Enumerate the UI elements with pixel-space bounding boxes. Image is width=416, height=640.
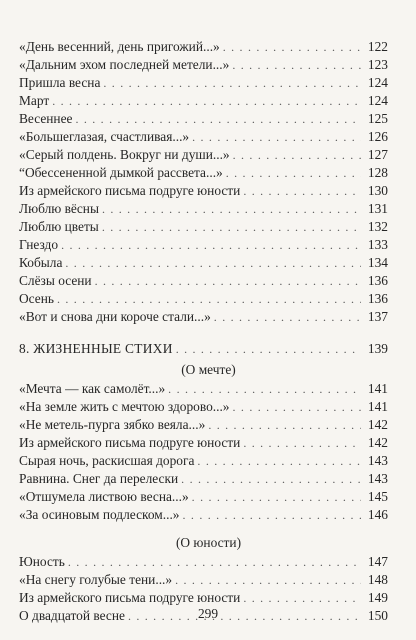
toc-entry xyxy=(19,380,388,398)
toc-entry-title: Из армейского письма подруге юности xyxy=(19,435,241,450)
toc-entry-title: Гнездо xyxy=(19,237,59,252)
dot-leader xyxy=(226,164,361,182)
section-heading xyxy=(19,340,388,358)
toc-entry-page-number: 133 xyxy=(367,237,388,252)
toc-entry-title: Сырая ночь, раскисшая дорога xyxy=(19,453,195,468)
toc-entry-page-number: 149 xyxy=(367,590,388,605)
toc-entry xyxy=(19,182,388,200)
toc-entry-title: Кобыла xyxy=(19,255,63,270)
toc-entry-page-number: 143 xyxy=(367,453,388,468)
dot-leader xyxy=(68,553,361,571)
dot-leader xyxy=(214,308,361,326)
subsection-heading-dream: (О мечте) xyxy=(181,362,236,377)
toc-entry-title: Юность xyxy=(19,554,65,569)
toc-entry xyxy=(19,254,388,272)
toc-entry-page-number: 142 xyxy=(367,435,388,450)
toc-entry-title: Весеннее xyxy=(19,111,73,126)
dot-leader xyxy=(175,571,361,589)
dot-leader xyxy=(176,340,361,358)
toc-entry-title: «На земле жить с мечтою здорово...» xyxy=(19,399,230,414)
toc-entry-page-number: 137 xyxy=(367,309,388,324)
dot-leader xyxy=(192,128,361,146)
section-page-number: 139 xyxy=(367,341,388,356)
dot-leader xyxy=(52,92,361,110)
dot-leader xyxy=(181,470,361,488)
toc-entry-title: «Мечта — как самолёт...» xyxy=(19,381,166,396)
toc-entry xyxy=(19,272,388,290)
toc-entry-page-number: 124 xyxy=(367,75,388,90)
dot-leader xyxy=(75,110,361,128)
dot-leader xyxy=(232,56,361,74)
toc-entry xyxy=(19,470,388,488)
toc-entry xyxy=(19,571,388,589)
dot-leader xyxy=(102,200,361,218)
dot-leader xyxy=(223,38,361,56)
subsection-heading-youth: (О юности) xyxy=(175,535,242,550)
toc-entry-page-number: 141 xyxy=(367,399,388,414)
toc-entry xyxy=(19,506,388,524)
toc-entry xyxy=(19,200,388,218)
toc-entry xyxy=(19,589,388,607)
toc-entry-page-number: 146 xyxy=(367,507,388,522)
toc-entry xyxy=(19,74,388,92)
toc-entry xyxy=(19,218,388,236)
dot-leader xyxy=(243,589,361,607)
toc-group-dream xyxy=(19,380,388,524)
dot-leader xyxy=(95,272,361,290)
page-folio: 299 xyxy=(197,606,219,621)
toc-entry-title: Слёзы осени xyxy=(19,273,92,288)
toc-entry xyxy=(19,452,388,470)
toc-entry-title: «Не метель-пурга зябко веяла...» xyxy=(19,417,206,432)
toc-entry-page-number: 134 xyxy=(367,255,388,270)
toc-group-spring xyxy=(19,38,388,326)
table-of-contents xyxy=(19,38,388,625)
toc-entry-page-number: 150 xyxy=(367,608,388,623)
toc-entry-title: «За осиновым подлеском...» xyxy=(19,507,180,522)
toc-entry-page-number: 123 xyxy=(367,57,388,72)
toc-entry-title: Из армейского письма подруге юности xyxy=(19,590,241,605)
toc-entry xyxy=(19,236,388,254)
toc-entry-page-number: 141 xyxy=(367,381,388,396)
toc-entry xyxy=(19,92,388,110)
toc-entry-page-number: 136 xyxy=(367,291,388,306)
toc-entry-title: О двадцатой весне xyxy=(19,608,125,623)
dot-leader xyxy=(183,506,361,524)
toc-entry xyxy=(19,128,388,146)
section-title: 8. ЖИЗНЕННЫЕ СТИХИ xyxy=(19,341,173,356)
toc-entry-title: «Вот и снова дни короче стали...» xyxy=(19,309,211,324)
toc-entry-page-number: 147 xyxy=(367,554,388,569)
toc-entry-page-number: 126 xyxy=(367,129,388,144)
dot-leader xyxy=(197,452,361,470)
dot-leader xyxy=(243,434,361,452)
toc-entry-page-number: 130 xyxy=(367,183,388,198)
toc-entry xyxy=(19,416,388,434)
toc-entry-title: «Отшумела листвою весна...» xyxy=(19,489,189,504)
dot-leader xyxy=(57,290,361,308)
dot-leader xyxy=(192,488,361,506)
toc-entry-page-number: 131 xyxy=(367,201,388,216)
toc-entry xyxy=(19,110,388,128)
toc-entry-title: «Дальним эхом последней метели...» xyxy=(19,57,230,72)
dot-leader xyxy=(233,398,361,416)
toc-entry-page-number: 142 xyxy=(367,417,388,432)
dot-leader xyxy=(65,254,361,272)
toc-entry-title: Люблю вёсны xyxy=(19,201,99,216)
toc-entry-title: “Обесcененной дымкой рассвета...» xyxy=(19,165,223,180)
toc-entry xyxy=(19,56,388,74)
toc-entry xyxy=(19,434,388,452)
dot-leader xyxy=(168,380,361,398)
dot-leader xyxy=(208,416,361,434)
toc-entry-page-number: 128 xyxy=(367,165,388,180)
dot-leader xyxy=(102,218,361,236)
toc-entry-title: Осень xyxy=(19,291,54,306)
toc-entry-title: Равнина. Снег да перелески xyxy=(19,471,179,486)
toc-entry xyxy=(19,290,388,308)
toc-entry-page-number: 145 xyxy=(367,489,388,504)
toc-entry-title: «День весенний, день пригожий...» xyxy=(19,39,220,54)
dot-leader xyxy=(243,182,361,200)
toc-entry xyxy=(19,488,388,506)
toc-entry-title: Из армейского письма подруге юности xyxy=(19,183,241,198)
toc-entry-page-number: 122 xyxy=(367,39,388,54)
toc-entry xyxy=(19,553,388,571)
toc-entry-page-number: 132 xyxy=(367,219,388,234)
toc-entry-title: Пришла весна xyxy=(19,75,101,90)
toc-entry-page-number: 136 xyxy=(367,273,388,288)
toc-entry xyxy=(19,308,388,326)
dot-leader xyxy=(61,236,361,254)
toc-entry-page-number: 127 xyxy=(367,147,388,162)
toc-entry-page-number: 124 xyxy=(367,93,388,108)
toc-entry-title: Люблю цветы xyxy=(19,219,99,234)
toc-entry-title: Март xyxy=(19,93,50,108)
dot-leader xyxy=(233,146,361,164)
toc-entry-page-number: 125 xyxy=(367,111,388,126)
toc-entry xyxy=(19,164,388,182)
toc-entry xyxy=(19,38,388,56)
toc-entry-page-number: 148 xyxy=(367,572,388,587)
toc-entry-title: «Серый полдень. Вокруг ни души...» xyxy=(19,147,230,162)
toc-entry-page-number: 143 xyxy=(367,471,388,486)
toc-entry-title: «На снегу голубые тени...» xyxy=(19,572,173,587)
toc-entry xyxy=(19,398,388,416)
dot-leader xyxy=(103,74,361,92)
toc-entry-title: «Большеглазая, счастливая...» xyxy=(19,129,190,144)
toc-entry xyxy=(19,146,388,164)
